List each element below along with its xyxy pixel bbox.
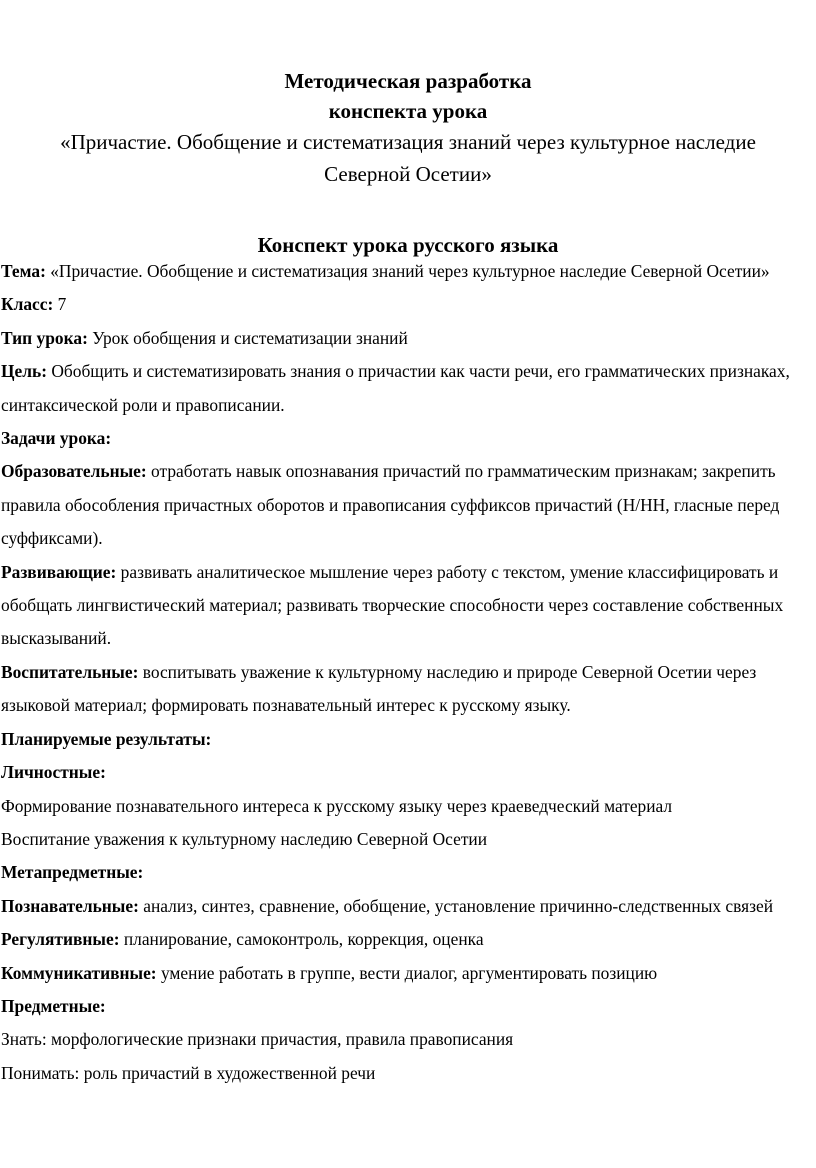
regulatory-result [1, 923, 811, 956]
personal-result-item: Воспитание уважения к культурному наследию Северной Осетии [1, 828, 488, 849]
regulatory-label: Регулятивные: [1, 929, 120, 950]
meta-results-heading: Метапредметные: [1, 862, 144, 883]
educational-label: Образовательные: [1, 461, 147, 482]
results-heading: Планируемые результаты: [1, 728, 212, 749]
grade-field [1, 288, 811, 321]
subject-results-heading: Предметные: [1, 995, 106, 1016]
subtitle-line-2: Северной Осетии» [324, 162, 492, 186]
cognitive-value: анализ, синтез, сравнение, обобщение, установление причинно-следственных связей [138, 895, 774, 916]
communicative-value: умение работать в группе, вести диалог, аргументировать позицию [156, 962, 658, 983]
subtitle-line-1: «Причастие. Обобщение и систематизация знаний через культурное наследие [60, 130, 756, 154]
subject-result-item: Знать: морфологические признаки причастия, правила правописания [1, 1029, 514, 1050]
upbringing-label: Воспитательные: [1, 661, 139, 682]
upbringing-value: воспитывать уважение к культурному наследию и природе Северной Осетии через языковой материал; формировать познавательный интерес к русскому языку. [1, 661, 757, 716]
cognitive-result [1, 890, 811, 923]
goal-label: Цель: [1, 361, 47, 382]
lesson-type-field [1, 322, 811, 355]
lesson-type-value: Урок обобщения и систематизации знаний [87, 327, 408, 348]
topic-field [1, 255, 811, 288]
upbringing-task [1, 656, 811, 723]
communicative-result [1, 957, 811, 990]
developmental-label: Развивающие: [1, 561, 117, 582]
document-title [0, 66, 816, 190]
personal-result-item: Формирование познавательного интереса к русскому языку через краеведческий материал [1, 795, 673, 816]
title-line-1: Методическая разработка [284, 69, 532, 93]
educational-task [1, 455, 811, 555]
goal-value: Обобщить и систематизировать знания о причастии как части речи, его грамматических признаках, синтаксической роли и правописании. [1, 361, 790, 415]
tasks-heading: Задачи урока: [1, 428, 112, 449]
grade-value: 7 [53, 294, 67, 315]
educational-value: отработать навык опознавания причастий по грамматическим признакам; закрепить правила обособления причастных оборотов и правописания суффиксов причастий (Н/НН, гласные перед суффиксами). [1, 461, 780, 549]
title-line-2: конспекта урока [328, 99, 488, 123]
lesson-plan-body [1, 255, 811, 1090]
goal-field [1, 355, 811, 422]
subject-result-item: Понимать: роль причастий в художественной речи [1, 1062, 376, 1083]
developmental-task [1, 556, 811, 656]
lesson-type-label: Тип урока: [1, 327, 88, 348]
personal-results-heading: Личностные: [1, 762, 106, 783]
topic-label: Тема: [1, 261, 46, 281]
regulatory-value: планирование, самоконтроль, коррекция, оценка [119, 929, 484, 950]
topic-value: «Причастие. Обобщение и систематизация знаний через культурное наследие Северной Осетии» [45, 261, 770, 281]
communicative-label: Коммуникативные: [1, 962, 157, 983]
grade-label: Класс: [1, 294, 54, 315]
lesson-heading: Конспект урока русского языка [257, 233, 559, 257]
developmental-value: развивать аналитическое мышление через работу с текстом, умение классифицировать и обобщать лингвистический материал; развивать творческие способности через составление собственных высказываний. [1, 561, 784, 649]
cognitive-label: Познавательные: [1, 895, 139, 916]
